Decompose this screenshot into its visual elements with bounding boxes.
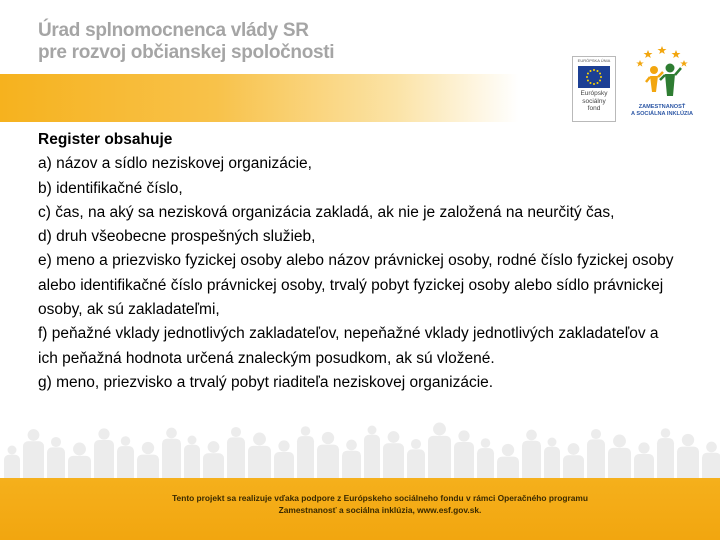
content-item-a: a) názov a sídlo neziskovej organizácie,: [38, 155, 312, 173]
esf-top-text: EURÓPSKA ÚNIA: [577, 58, 611, 63]
esf-line3: fond: [587, 105, 601, 112]
footer-line1: Tento projekt sa realizuje vďaka podpore z Európskeho sociálneho fondu v rámci Operačného programu: [172, 493, 588, 503]
header-title-line1: Úrad splnomocnenca vlády SR: [38, 20, 309, 41]
header-title-line2: pre rozvoj občianskej spoločnosti: [38, 42, 335, 63]
people-stars-icon: [626, 46, 698, 104]
crowd-silhouette-background: [0, 408, 720, 488]
eu-star-icon: [590, 82, 592, 84]
footer-line2: Zamestnanosť a sociálna inklúzia, www.esf.gov.sk.: [278, 505, 482, 515]
zamestnanost-logo: [626, 46, 698, 122]
content-item-c: c) čas, na aký sa nezisková organizácia zakladá, ak nie je založená na neurčitý čas,: [38, 203, 615, 221]
zamestnanost-logo-text: [626, 104, 698, 118]
eu-star-icon: [590, 70, 592, 72]
esf-line1: Európsky: [580, 90, 608, 97]
esf-logo-text: [573, 90, 615, 113]
zas-line1: ZAMESTNANOSŤ: [638, 104, 686, 110]
footer-text: [0, 492, 720, 516]
esf-line2: sociálny: [582, 97, 606, 105]
header: [0, 0, 720, 122]
eu-star-icon: [597, 82, 599, 84]
esf-logo: [572, 56, 616, 122]
eu-star-icon: [593, 83, 595, 85]
register-content: [38, 128, 678, 395]
content-item-g: g) meno, priezvisko a trvalý pobyt riaditeľa neziskovej organizácie.: [38, 373, 494, 391]
content-item-d: d) druh všeobecne prospešných služieb,: [38, 228, 316, 246]
eu-star-icon: [599, 73, 601, 75]
content-heading: Register obsahuje: [38, 131, 173, 148]
eu-star-icon: [600, 76, 602, 78]
eu-flag-icon: [578, 66, 610, 88]
content-item-e: e) meno a priezvisko fyzickej osoby alebo názov právnickej osoby, rodné číslo fyzickej osoby alebo identifikačné číslo právnickej osoby, trvalý pobyt fyzickej osoby alebo sídlo právnickej osoby, ak sú zakladateľmi,: [38, 252, 674, 319]
eu-star-icon: [587, 80, 589, 82]
content-item-f: f) peňažné vklady jednotlivých zakladateľov, nepeňažné vklady jednotlivých zakladateľov a ich peňažná hodnota určená znaleckým posudkom, ak sú vložené.: [38, 325, 659, 367]
zas-line2: A SOCIÁLNA INKLÚZIA: [630, 111, 694, 117]
eu-star-icon: [586, 76, 588, 78]
eu-star-icon: [597, 70, 599, 72]
content-item-b: b) identifikačné číslo,: [38, 179, 183, 197]
eu-star-icon: [587, 73, 589, 75]
eu-star-icon: [599, 80, 601, 82]
eu-star-icon: [593, 69, 595, 71]
